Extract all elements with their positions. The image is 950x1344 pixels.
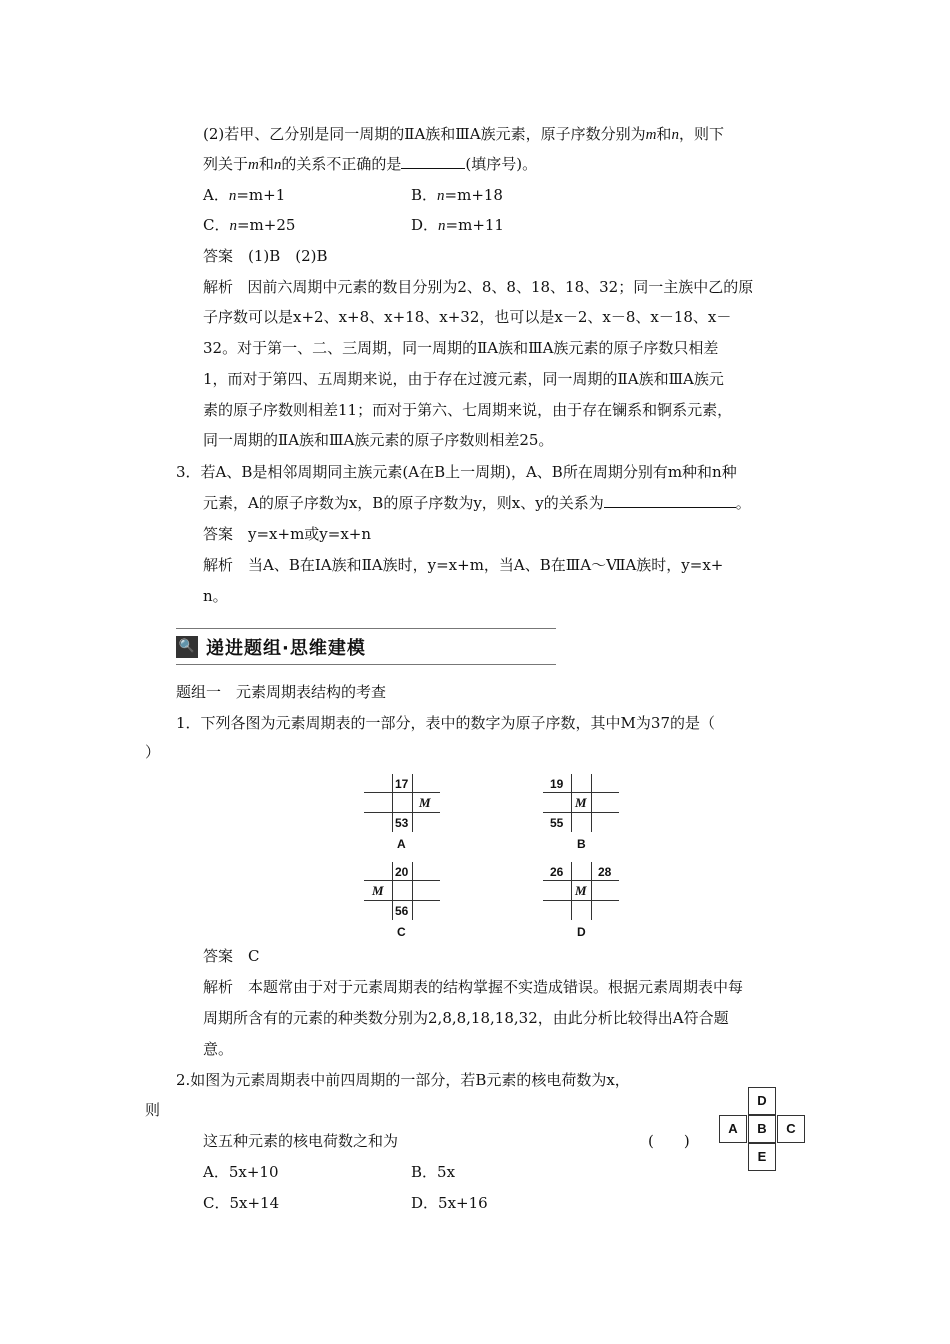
figure-a-grid — [364, 774, 440, 834]
q3-line2: 元素，A的原子序数为x，B的原子序数为y，则x、y的关系为 。 — [203, 494, 751, 512]
q2-line1b: 则 — [145, 1101, 161, 1119]
q3-explanation-1: 解析 当A、B在ⅠA族和ⅡA族时，y=x+m，当A、B在ⅢA～ⅦA族时，y=x+ — [203, 556, 724, 574]
q2part-explanation-4: 1，而对于第四、五周期来说，由于存在过渡元素，同一周期的ⅡA族和ⅢA族元 — [203, 370, 724, 388]
box-c: C — [777, 1115, 805, 1143]
q3-line1: 3．若A、B是相邻周期同主族元素(A在B上一周期)，A、B所在周期分别有m种和n种 — [176, 463, 737, 481]
answer-blank[interactable] — [401, 154, 465, 169]
figure-b-bottom-number: 55 — [550, 816, 564, 830]
q2part-line2: 列关于m和n的关系不正确的是 (填序号)。 — [203, 155, 538, 173]
section-rule-bottom — [176, 664, 556, 665]
figure-d-right-number: 28 — [598, 865, 612, 879]
q1-line2: ） — [145, 743, 161, 761]
q2part-line1: (2)若甲、乙分别是同一周期的ⅡA族和ⅢA族元素，原子序数分别为m和n，则下 — [203, 125, 724, 143]
section-title: 递进题组·思维建模 — [206, 638, 366, 659]
figure-a-top-number: 17 — [395, 777, 409, 791]
q2-option-b[interactable]: B．5x — [411, 1163, 456, 1181]
q2-option-a[interactable]: A．5x+10 — [203, 1163, 279, 1181]
figure-b-top-number: 19 — [550, 777, 564, 791]
q2-option-d[interactable]: D．5x+16 — [411, 1194, 488, 1212]
figure-c-label: C — [397, 925, 406, 939]
q2part-option-b: B．n=m+18 — [411, 186, 503, 204]
q2-line2: 这五种元素的核电荷数之和为 — [203, 1132, 399, 1150]
figure-d-m: M — [575, 883, 587, 898]
q2part-option-d: D．n=m+11 — [411, 216, 504, 234]
figure-d-label: D — [577, 925, 586, 939]
box-d: D — [748, 1087, 776, 1115]
box-b: B — [748, 1115, 776, 1143]
figure-d-grid — [543, 862, 619, 922]
q1-line1: 1．下列各图为元素周期表的一部分，表中的数字为原子序数，其中M为37的是（ — [176, 714, 715, 732]
q1-explanation-3: 意。 — [203, 1040, 234, 1058]
q2part-explanation-5: 素的原子序数则相差11；而对于第六、七周期来说，由于存在镧系和锕系元素， — [203, 401, 733, 419]
q2part-option-c: C．n=m+25 — [203, 216, 296, 234]
group1-title: 题组一 元素周期表结构的考查 — [176, 683, 387, 701]
q2part-explanation-1: 解析 因前六周期中元素的数目分别为2、8、8、18、18、32；同一主族中乙的原 — [203, 278, 754, 296]
box-a: A — [719, 1115, 747, 1143]
q2part-explanation-3: 32。对于第一、二、三周期，同一周期的ⅡA族和ⅢA族元素的原子序数只相差 — [203, 339, 719, 357]
figure-c-grid — [364, 862, 440, 922]
section-header — [176, 632, 556, 662]
figure-c-m: M — [372, 883, 384, 898]
q2part-answer: 答案 (1)B (2)B — [203, 247, 328, 265]
figure-a-m: M — [419, 795, 431, 810]
box-e: E — [748, 1143, 776, 1171]
q2-option-c[interactable]: C．5x+14 — [203, 1194, 280, 1212]
figure-d-left-number: 26 — [550, 865, 564, 879]
figure-b-grid — [543, 774, 619, 834]
q2part-explanation-2: 子序数可以是x+2、x+8、x+18、x+32，也可以是x－2、x－8、x－18、x－ — [203, 308, 732, 326]
magnifier-icon: 🔍 — [176, 636, 198, 658]
figure-a-label: A — [397, 837, 406, 851]
q2-answer-paren: ( ) — [648, 1132, 690, 1150]
figure-a-bottom-number: 53 — [395, 816, 409, 830]
figure-b-m: M — [575, 795, 587, 810]
q3-explanation-2: n。 — [203, 587, 228, 605]
answer-blank[interactable] — [604, 493, 736, 508]
section-rule-top — [176, 628, 556, 629]
figure-c-top-number: 20 — [395, 865, 409, 879]
q1-answer: 答案 C — [203, 947, 260, 965]
q1-explanation-2: 周期所含有的元素的种类数分别为2,8,8,18,18,32，由此分析比较得出A符合题 — [203, 1009, 729, 1027]
q2part-option-a: A．n=m+1 — [203, 186, 286, 204]
figure-b-label: B — [577, 837, 586, 851]
figure-c-bottom-number: 56 — [395, 904, 409, 918]
q3-answer: 答案 y=x+m或y=x+n — [203, 525, 372, 543]
q2part-explanation-6: 同一周期的ⅡA族和ⅢA族元素的原子序数则相差25。 — [203, 431, 554, 449]
q2-line1: 2.如图为元素周期表中前四周期的一部分，若B元素的核电荷数为x， — [176, 1071, 630, 1089]
q1-explanation-1: 解析 本题常由于对于元素周期表的结构掌握不实造成错误。根据元素周期表中每 — [203, 978, 744, 996]
